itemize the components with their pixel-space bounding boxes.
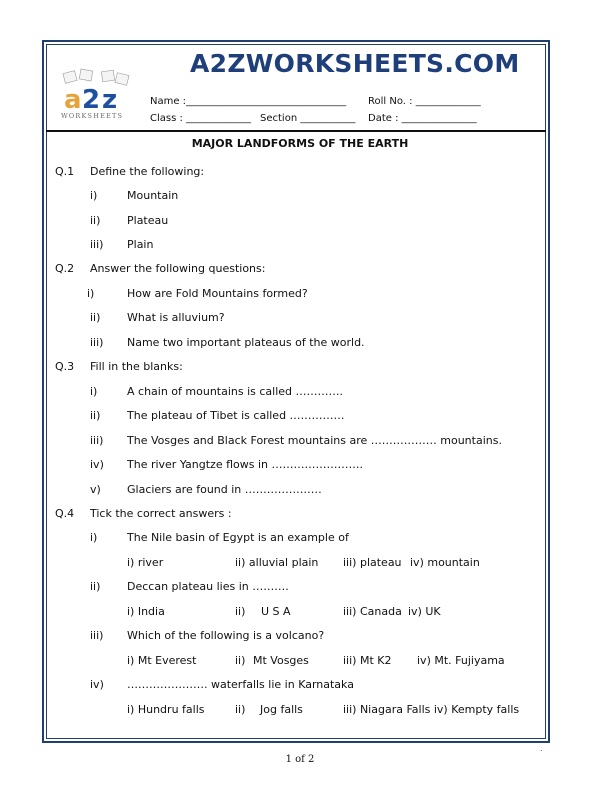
- q4-item-2-option-number: ii): [235, 605, 246, 618]
- logo-a: a: [64, 85, 82, 115]
- q4-item-2-number: ii): [90, 580, 101, 593]
- corner-mark: .: [540, 744, 543, 753]
- q4-item-4-number: iv): [90, 678, 104, 691]
- q3-number: Q.3: [55, 360, 75, 373]
- q1-prompt: Define the following:: [90, 165, 205, 178]
- q2-prompt: Answer the following questions:: [90, 262, 266, 275]
- q1-item-1-number: i): [90, 189, 98, 202]
- q4-item-2-option[interactable]: U S A: [261, 605, 291, 618]
- q4-item-4-option[interactable]: iii) Niagara Falls iv) Kempty falls: [343, 703, 520, 716]
- q2-item-2-text: What is alluvium?: [127, 311, 225, 324]
- q1-number: Q.1: [55, 165, 75, 178]
- class-line: _____________: [186, 113, 252, 124]
- q3-item-1-number: i): [90, 385, 98, 398]
- q4-item-1-option[interactable]: i) river: [127, 556, 164, 569]
- q3-item-3-number: iii): [90, 434, 104, 447]
- logo-graphic: [58, 68, 136, 120]
- q1-item-3-number: iii): [90, 238, 104, 251]
- q4-item-1-option[interactable]: ii) alluvial plain: [235, 556, 319, 569]
- q4-item-2-option[interactable]: iii) Canada: [343, 605, 402, 618]
- q4-item-1-option[interactable]: iv) mountain: [410, 556, 480, 569]
- roll-label: Roll No. :: [368, 96, 413, 107]
- q2-item-3-number: iii): [90, 336, 104, 349]
- logo-subtext: WORKSHEETS: [61, 112, 124, 120]
- q4-item-3-option[interactable]: i) Mt Everest: [127, 654, 197, 667]
- q4-item-3-option[interactable]: iii) Mt K2: [343, 654, 392, 667]
- q4-item-3-option-number: ii): [235, 654, 246, 667]
- q3-item-5-number: v): [90, 483, 101, 496]
- q4-item-3-option[interactable]: iv) Mt. Fujiyama: [417, 654, 505, 667]
- date-label: Date :: [368, 113, 399, 124]
- q4-item-2-option[interactable]: i) India: [127, 605, 165, 618]
- page-number: 1 of 2: [285, 754, 315, 765]
- q3-item-4-number: iv): [90, 458, 104, 471]
- q3-item-4-text: The river Yangtze flows in …………………….: [127, 458, 363, 471]
- class-field[interactable]: [150, 113, 251, 124]
- q1-item-2-number: ii): [90, 214, 101, 227]
- q4-item-4-option[interactable]: i) Hundru falls: [127, 703, 205, 716]
- a2z-logo: [58, 68, 136, 120]
- name-label: Name :: [150, 96, 187, 107]
- q4-item-3-option[interactable]: Mt Vosges: [253, 654, 309, 667]
- q1-item-2-text: Plateau: [127, 214, 169, 227]
- q2-item-2-number: ii): [90, 311, 101, 324]
- date-field[interactable]: [368, 113, 477, 124]
- q4-item-1-number: i): [90, 531, 98, 544]
- q4-number: Q.4: [55, 507, 75, 520]
- q3-item-3-text: The Vosges and Black Forest mountains are ……………… mountains.: [127, 434, 502, 447]
- logo-2: 2: [82, 85, 101, 115]
- roll-line: _____________: [415, 96, 481, 107]
- q4-prompt: Tick the correct answers :: [90, 507, 232, 520]
- q3-item-1-text: A chain of mountains is called ………….: [127, 385, 344, 398]
- logo-z: z: [102, 85, 118, 115]
- q4-item-1-text: The Nile basin of Egypt is an example of: [127, 531, 349, 544]
- name-field[interactable]: [150, 96, 346, 107]
- q4-item-4-option-number: ii): [235, 703, 246, 716]
- q2-number: Q.2: [55, 262, 75, 275]
- q4-item-2-option[interactable]: iv) UK: [408, 605, 441, 618]
- q3-item-5-text: Glaciers are found in …………………: [127, 483, 322, 496]
- site-title: A2ZWORKSHEETS.COM: [190, 49, 520, 78]
- q4-item-2-text: Deccan plateau lies in ……….: [127, 580, 289, 593]
- date-line: _______________: [401, 113, 477, 124]
- q2-item-1-number: i): [87, 287, 95, 300]
- q3-item-2-number: ii): [90, 409, 101, 422]
- roll-field[interactable]: [368, 96, 481, 107]
- name-line: ________________________________: [186, 96, 347, 107]
- worksheet-title: MAJOR LANDFORMS OF THE EARTH: [191, 137, 409, 150]
- q3-prompt: Fill in the blanks:: [90, 360, 183, 373]
- q2-item-1-text: How are Fold Mountains formed?: [127, 287, 308, 300]
- q4-item-3-number: iii): [90, 629, 104, 642]
- q4-item-4-option[interactable]: Jog falls: [260, 703, 303, 716]
- q4-item-4-text: …………………. waterfalls lie in Karnataka: [127, 678, 354, 691]
- section-label: Section: [260, 113, 298, 124]
- section-line: ___________: [300, 113, 356, 124]
- q4-item-3-text: Which of the following is a volcano?: [127, 629, 325, 642]
- q1-item-3-text: Plain: [127, 238, 154, 251]
- section-field[interactable]: [260, 113, 355, 124]
- q2-item-3-text: Name two important plateaus of the world.: [127, 336, 365, 349]
- q3-item-2-text: The plateau of Tibet is called ……………: [127, 409, 345, 422]
- header-divider: [46, 130, 546, 132]
- class-label: Class :: [150, 113, 183, 124]
- q4-item-1-option[interactable]: iii) plateau: [343, 556, 402, 569]
- q1-item-1-text: Mountain: [127, 189, 179, 202]
